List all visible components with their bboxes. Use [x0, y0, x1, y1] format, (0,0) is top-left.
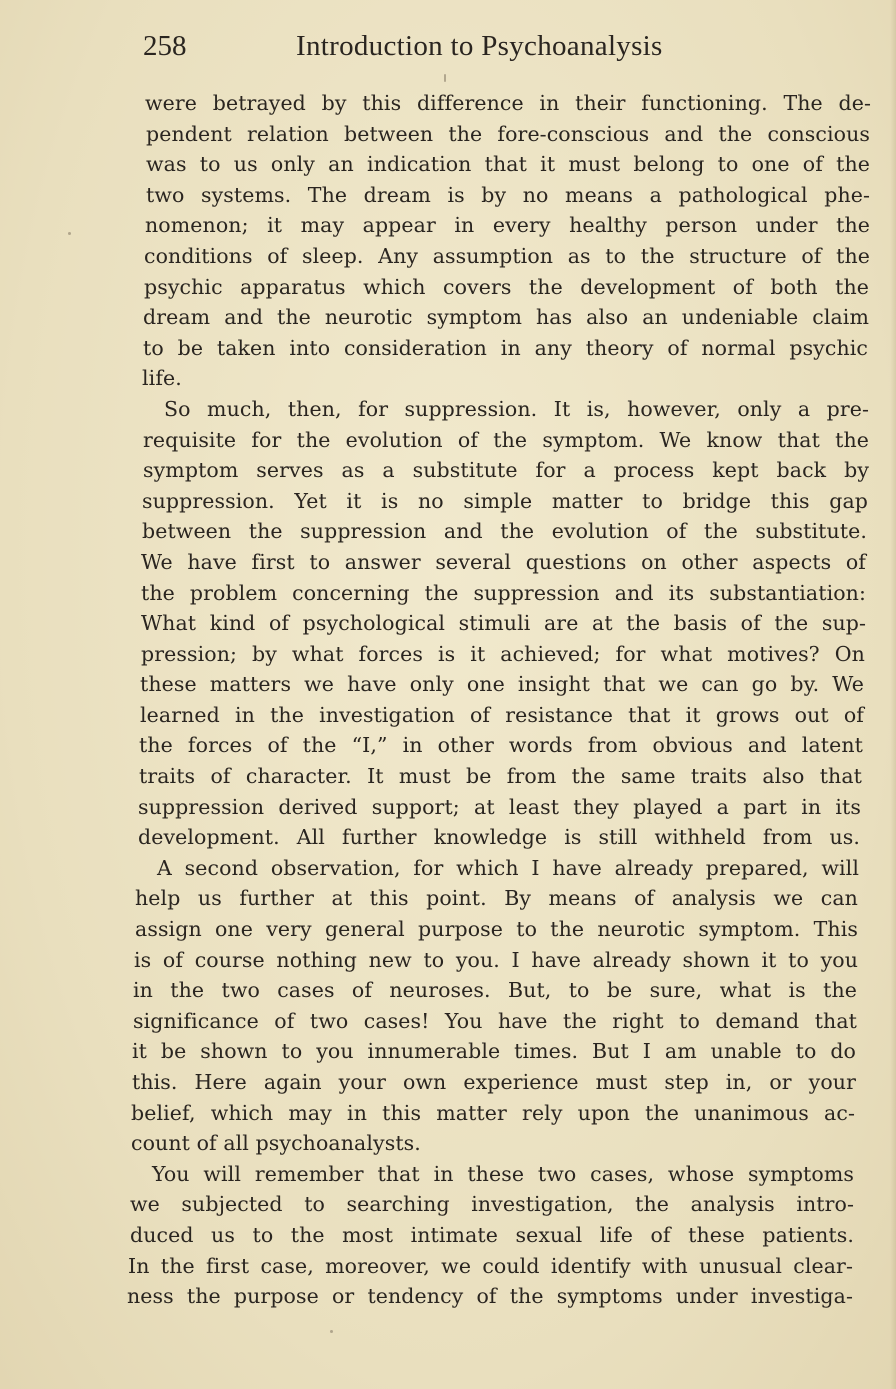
text-line: development. All further knowledge is still withheld from us.	[138, 825, 860, 850]
text-line: two systems. The dream is by no means a pathological phe-	[146, 182, 870, 207]
text-line: were betrayed by this difference in their functioning. The de-	[145, 91, 871, 115]
text-line: significance of two cases! You have the right to demand that	[133, 1008, 857, 1033]
running-title: Introduction to Psychoanalysis	[296, 30, 663, 62]
text-line: dream and the neurotic symptom has also an undeniable claim	[143, 305, 869, 330]
text-line: What kind of psychological stimuli are at the basis of the sup-	[141, 611, 866, 636]
text-line: the forces of the “I,” in other words from obvious and latent	[139, 733, 863, 758]
text-line: was to us only an indication that it must belong to one of the	[146, 152, 870, 177]
text-line: it be shown to you innumerable times. But I am unable to do	[132, 1039, 856, 1064]
text-line: help us further at this point. By means of analysis we can	[135, 886, 858, 911]
text-line: learned in the investigation of resistance that it grows out of	[140, 702, 864, 727]
text-line: requisite for the evolution of the symptom. We know that the	[143, 427, 869, 452]
text-line: count of all psychoanalysts.	[131, 1131, 421, 1156]
text-line: We have first to answer several questions on other aspects of	[141, 549, 866, 574]
text-line: these matters we have only one insight that we can go by. We	[140, 672, 864, 697]
text-line: A second observation, for which I have already prepared, will	[157, 855, 859, 880]
page-edge-shadow	[890, 0, 896, 1389]
text-line: life.	[142, 366, 182, 391]
text-line: suppression. Yet it is no simple matter to bridge this gap	[142, 488, 868, 513]
ink-speck	[330, 1330, 333, 1333]
text-line: psychic apparatus which covers the development of both the	[144, 274, 869, 299]
ink-speck	[68, 232, 71, 235]
page-header	[143, 30, 723, 70]
text-line: So much, then, for suppression. It is, however, only a pre-	[164, 396, 869, 421]
text-line: symptom serves as a substitute for a process kept back by	[143, 458, 869, 483]
text-line: traits of character. It must be from the same traits also that	[139, 764, 862, 789]
text-line: pression; by what forces is it achieved; for what motives? On	[141, 641, 865, 666]
text-line: in the two cases of neuroses. But, to be sure, what is the	[133, 978, 857, 1003]
text-line: pendent relation between the fore-conscious and the conscious	[146, 121, 870, 146]
text-line: ness the purpose or tendency of the symptoms under investiga-	[127, 1284, 853, 1309]
text-line: the problem concerning the suppression and its substantiation:	[141, 580, 866, 605]
text-line: belief, which may in this matter rely upon the unanimous ac-	[131, 1100, 855, 1125]
text-line: duced us to the most intimate sexual life of these patients.	[130, 1222, 854, 1247]
text-line: to be taken into consideration in any theory of normal psychic	[143, 335, 868, 360]
text-line: suppression derived support; at least they played a part in its	[138, 794, 861, 819]
text-line: we subjected to searching investigation, the analysis intro-	[130, 1192, 854, 1217]
text-line: between the suppression and the evolution of the substitute.	[142, 519, 867, 544]
text-line: this. Here again your own experience must step in, or your	[132, 1070, 856, 1094]
text-line: nomenon; it may appear in every healthy person under the	[145, 213, 870, 238]
text-line: In the first case, moreover, we could identify with unusual clear-	[128, 1253, 853, 1278]
text-line: is of course nothing new to you. I have already shown it to you	[134, 947, 858, 972]
text-line: assign one very general purpose to the neurotic symptom. This	[135, 917, 858, 942]
page-number: 258	[143, 30, 187, 62]
text-line: You will remember that in these two cases, whose symptoms	[152, 1161, 854, 1186]
body-text	[120, 88, 872, 1312]
text-line: conditions of sleep. Any assumption as to the structure of the	[144, 243, 870, 268]
ink-speck	[444, 74, 446, 82]
